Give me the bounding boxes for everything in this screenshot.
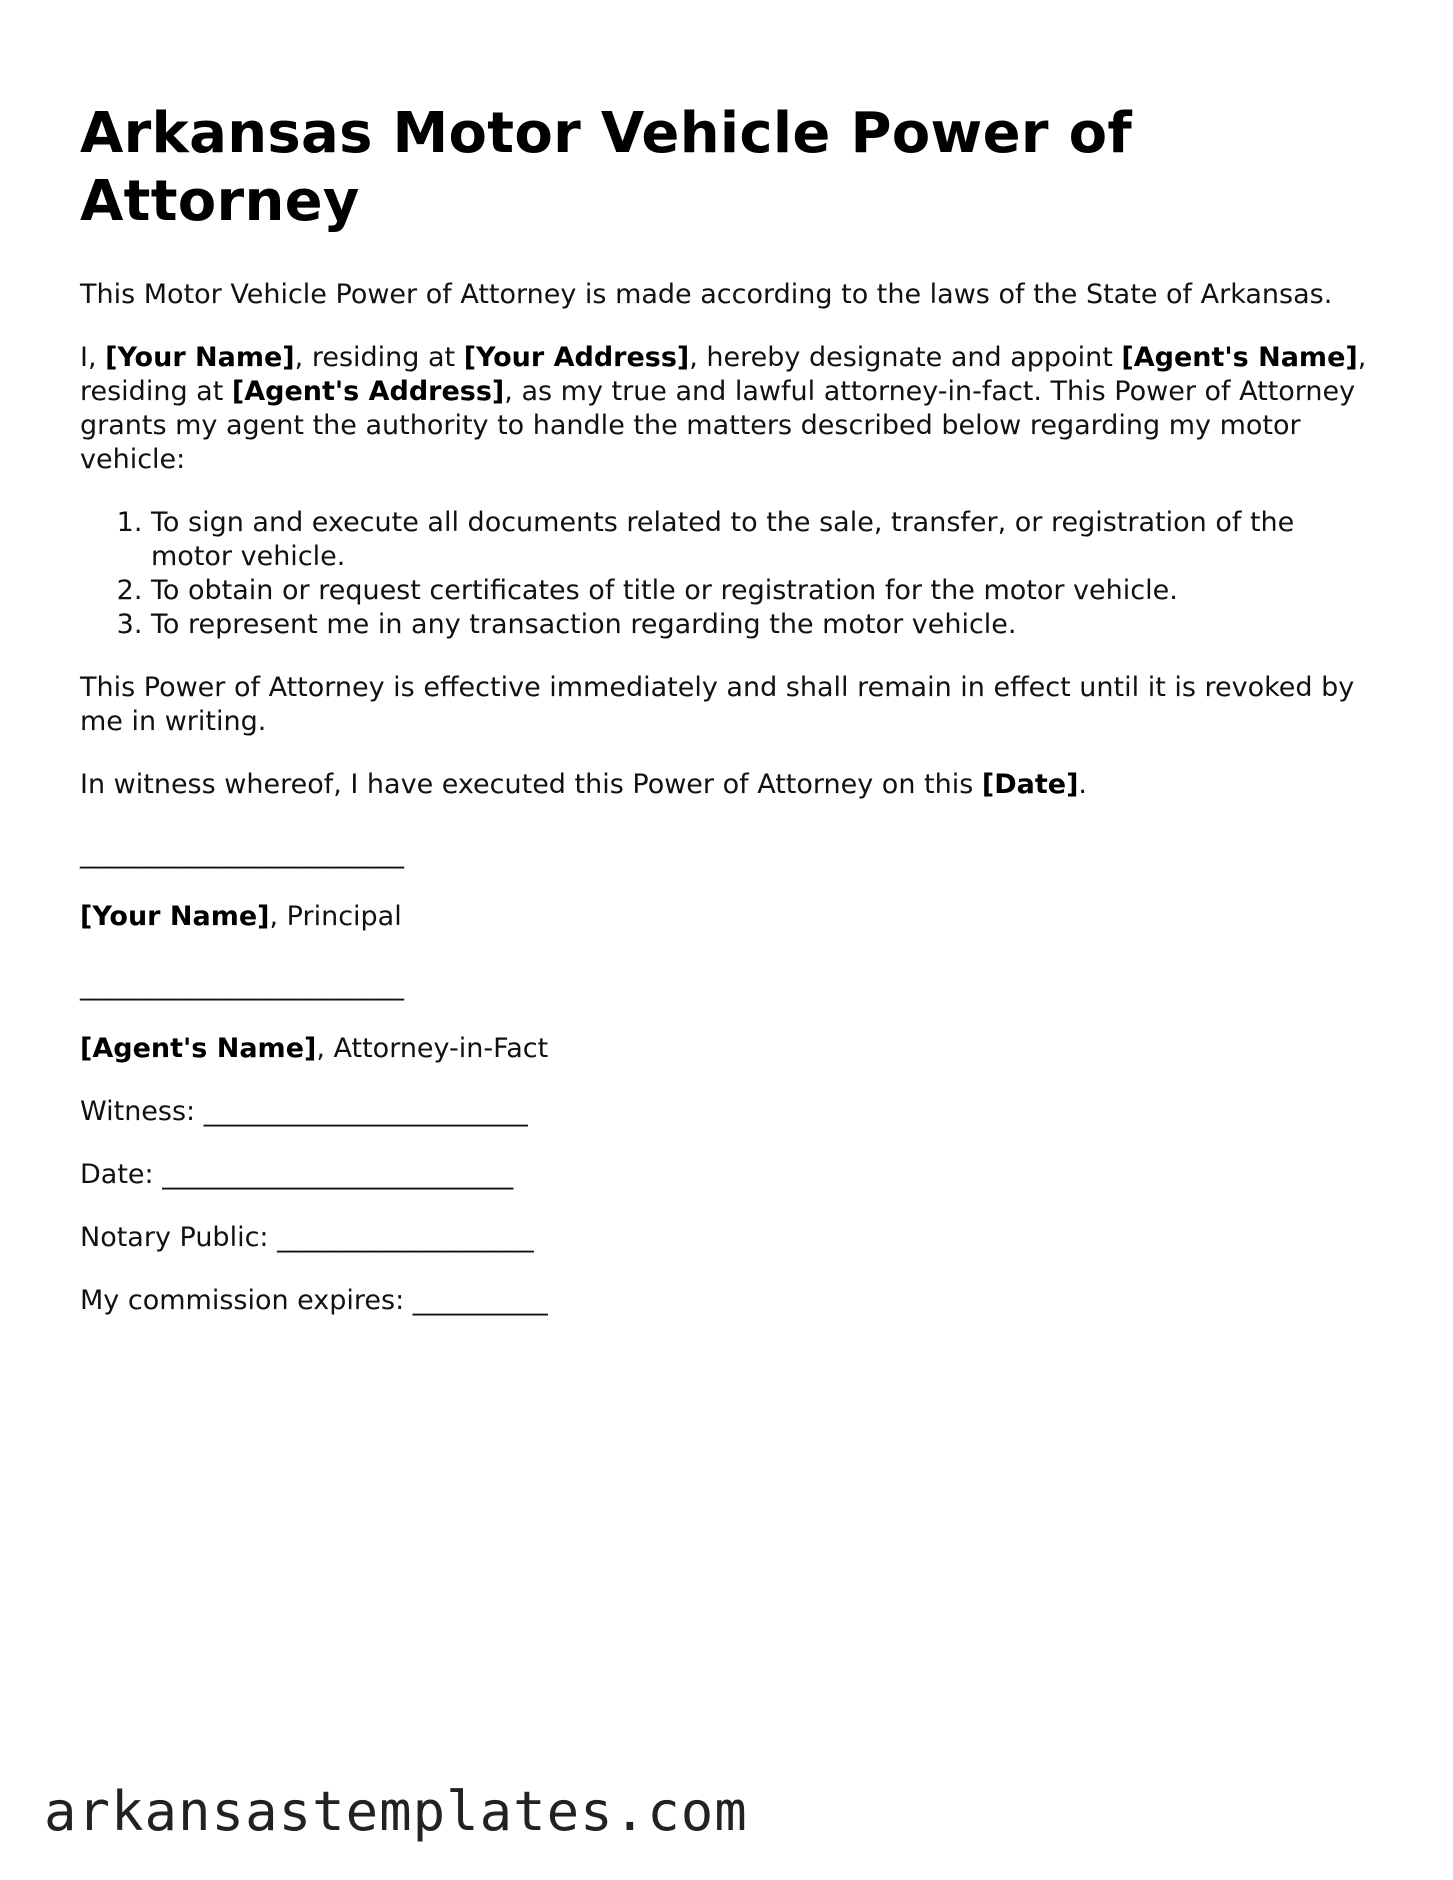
document-title: Arkansas Motor Vehicle Power of Attorney [80,101,1133,234]
list-item: 3. To represent me in any transaction regarding the motor vehicle. [151,608,1380,642]
principal-role: , Principal [269,901,402,932]
principal-signature-label [80,900,1380,934]
agent-name-signature-placeholder: [Agent's Name] [80,1033,317,1064]
appointment-prefix: I, [80,342,106,373]
appointment-text-4: , as my true and lawful attorney-in-fact. This Power of Attorney grants my agent the authority to handle the matters described below regarding my motor vehicle: [80,376,1356,475]
document-page [80,100,1380,1318]
witness-clause-end: . [1078,769,1087,800]
your-address-placeholder: [Your Address] [463,342,690,373]
agent-signature-label [80,1032,1380,1066]
appointment-text-1: , residing at [294,342,464,373]
agent-signature-line: ________________________ [80,970,404,1001]
your-name-placeholder: [Your Name] [105,342,295,373]
powers-list [80,506,1380,642]
effective-paragraph: This Power of Attorney is effective immediately and shall remain in effect until it is revoked by me in writing. [80,672,1355,737]
commission-field: My commission expires: __________ [80,1285,548,1316]
witness-clause-text: In witness whereof, I have executed this Power of Attorney on this [80,769,982,800]
date-field: Date: __________________________ [80,1159,514,1190]
principal-signature-line: ________________________ [80,838,404,869]
site-watermark: arkansastemplates.com [44,1780,748,1843]
list-item: 2. To obtain or request certificates of title or registration for the motor vehicle. [151,574,1380,608]
notary-field: Notary Public: ___________________ [80,1222,534,1253]
date-placeholder: [Date] [981,769,1079,800]
list-item: 1. To sign and execute all documents related to the sale, transfer, or registration of the motor vehicle. [151,506,1380,574]
witness-field: Witness: ________________________ [80,1096,528,1127]
appointment-paragraph [80,341,1380,477]
agent-role: , Attorney-in-Fact [316,1033,549,1064]
intro-paragraph: This Motor Vehicle Power of Attorney is made according to the laws of the State of Arkansas. [80,279,1333,310]
principal-name-placeholder: [Your Name] [80,901,270,932]
appointment-text-2: , hereby designate and appoint [689,342,1122,373]
appointment-text-3: , residing at [80,342,1367,407]
witness-clause [80,768,1380,802]
agent-address-placeholder: [Agent's Address] [231,376,505,407]
agent-name-placeholder: [Agent's Name] [1121,342,1358,373]
